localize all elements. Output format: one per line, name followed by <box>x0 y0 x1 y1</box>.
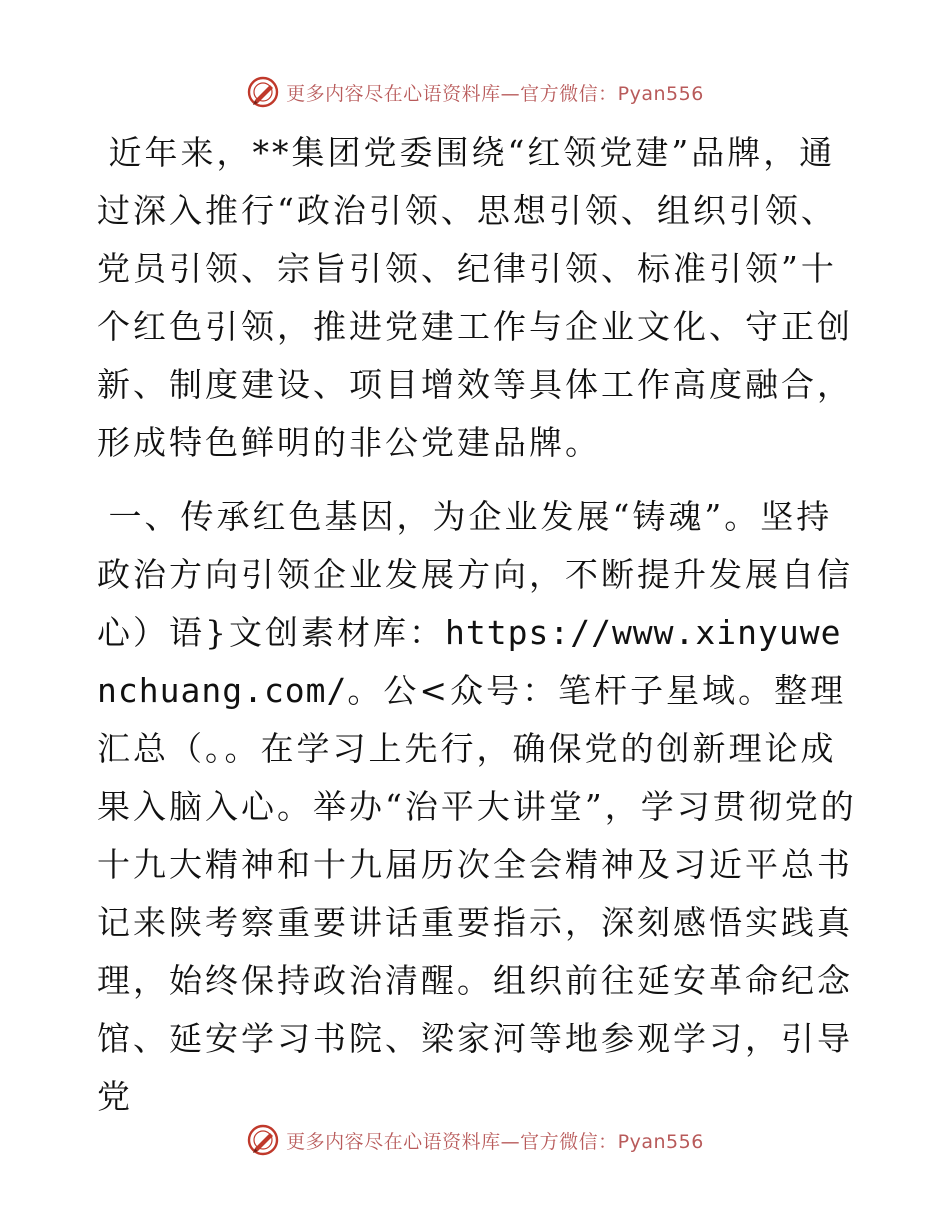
paragraph-section-one <box>97 488 857 1126</box>
pen-seal-logo-icon <box>246 75 280 109</box>
paragraph-section-one-text-b: 。公<众号：笔杆子星域。整理汇总（。。在学习上先行，确保党的创新理论成果入脑入心。举办“治平大讲堂”，学习贯彻党的十九大精神和十九届历次全会精神及习近平总书记来陕考察重要讲话重要指示，深刻感悟实践真理，始终保持政治清醒。组织前往延安革命纪念馆、延安学习书院、梁家河等地参观学习，引导党 <box>97 671 857 1116</box>
header-banner-text: 更多内容尽在心语资料库—官方微信：Pyan556 <box>286 82 704 105</box>
source-url: https://www.xinyuwenchuang.com/ <box>97 613 842 710</box>
document-body <box>97 124 857 1126</box>
header-banner <box>0 72 950 112</box>
footer-banner-text: 更多内容尽在心语资料库—官方微信：Pyan556 <box>286 1130 704 1153</box>
paragraph-intro: 近年来，**集团党委围绕“红领党建”品牌，通过深入推行“政治引领、思想引领、组织引领、党员引领、宗旨引领、纪律引领、标准引领”十个红色引领，推进党建工作与企业文化、守正创新、制度建设、项目增效等具体工作高度融合，形成特色鲜明的非公党建品牌。 <box>97 133 853 462</box>
footer-banner <box>0 1120 950 1160</box>
paragraph-section-one-text-a: 一、传承红色基因，为企业发展“铸魂”。坚持政治方向引领企业发展方向，不断提升发展自信心）语}文创素材库： <box>97 497 853 652</box>
pen-seal-logo-icon <box>246 1123 280 1157</box>
